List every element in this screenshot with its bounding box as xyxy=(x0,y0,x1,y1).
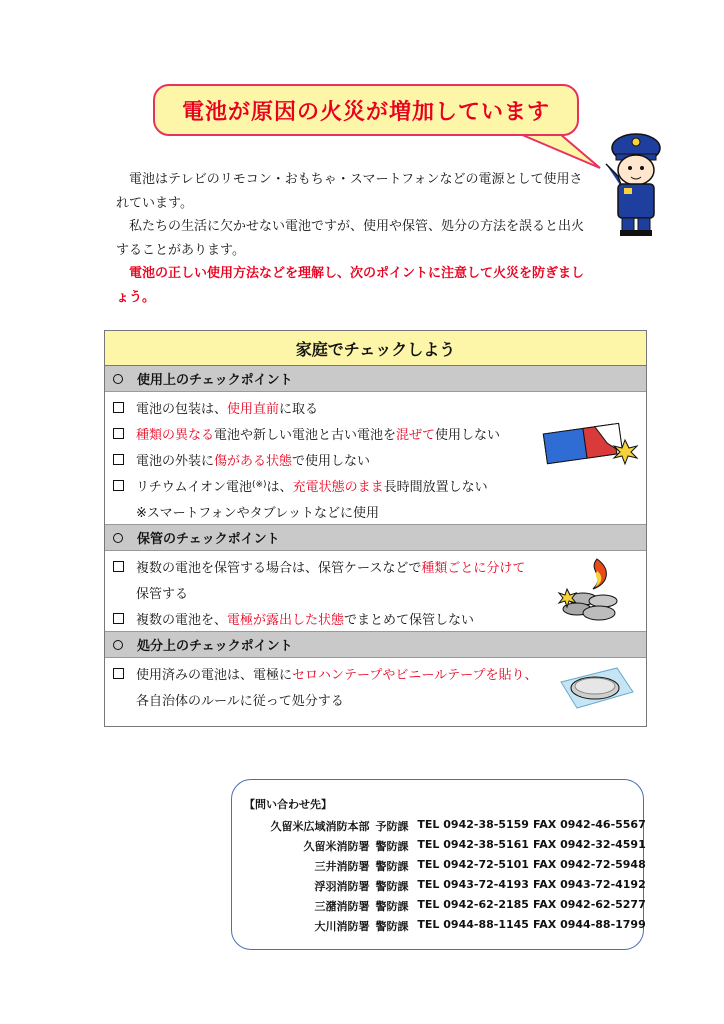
section-use-heading xyxy=(105,366,646,392)
section-use-title: 使用上のチェックポイント xyxy=(137,373,293,388)
check-item xyxy=(105,472,646,498)
contact-fax: FAX 0942-72-5948 xyxy=(533,858,646,871)
intro-paragraph-1: 電池はテレビのリモコン・おもちゃ・スマートフォンなどの電源として使用されています。 xyxy=(116,172,583,211)
highlight: 充電状態のまま xyxy=(292,479,384,495)
text: は、 xyxy=(266,479,293,495)
checklist-heading: 家庭でチェックしよう xyxy=(105,331,646,366)
check-item-continued: 各自治体のルールに従って処分する xyxy=(136,693,344,709)
contact-org: 大川消防署 xyxy=(314,920,370,933)
highlight: 混ぜて xyxy=(396,427,436,443)
contact-row xyxy=(232,918,646,936)
section-dispose-title: 処分上のチェックポイント xyxy=(137,639,293,654)
contact-row xyxy=(232,858,646,876)
note-text: ※スマートフォンやタブレットなどに使用 xyxy=(136,505,379,521)
contact-dept: 警防課 xyxy=(375,840,409,853)
text: 電池の包装は、 xyxy=(136,401,228,417)
title-bubble xyxy=(153,84,579,136)
contact-fax: FAX 0943-72-4192 xyxy=(533,878,646,891)
intro-paragraph-3: 電池の正しい使用方法などを理解し、次のポイントに注意して火災を防ぎましょう。 xyxy=(116,266,585,305)
text: 複数の電池を保管する場合は、保管ケースなどで xyxy=(136,560,422,576)
damaged-battery-icon xyxy=(537,416,643,470)
contact-fax: FAX 0942-62-5277 xyxy=(533,898,646,911)
highlight: 種類の異なる xyxy=(136,427,215,443)
contact-dept: 警防課 xyxy=(375,900,409,913)
contact-row xyxy=(232,818,646,836)
checkbox-icon xyxy=(113,613,124,624)
contact-fax: FAX 0942-32-4591 xyxy=(533,838,646,851)
page-title: 電池が原因の火災が増加しています xyxy=(181,99,550,125)
section-store-heading xyxy=(105,524,646,551)
note-mark: (※) xyxy=(251,480,267,490)
checkbox-icon xyxy=(113,668,124,679)
contact-box xyxy=(231,779,644,950)
highlight: 電極が露出した状態 xyxy=(227,612,345,628)
checkbox-icon xyxy=(113,454,124,465)
text: 長時間放置しない xyxy=(383,479,488,495)
contact-dept: 警防課 xyxy=(375,880,409,893)
checkbox-icon xyxy=(113,480,124,491)
highlight: 使用直前 xyxy=(227,401,280,417)
highlight: 種類ごとに分けて xyxy=(421,560,526,576)
contact-row xyxy=(232,838,646,856)
checklist-box xyxy=(104,330,647,727)
text: 電池や新しい電池と古い電池を xyxy=(214,427,397,443)
contact-tel: TEL 0942-62-2185 xyxy=(417,898,529,911)
contact-org: 浮羽消防署 xyxy=(314,880,370,893)
contact-row xyxy=(232,898,646,916)
text: 使用しない xyxy=(435,427,501,443)
contact-org: 久留米広域消防本部 xyxy=(270,820,370,833)
section-dispose-heading xyxy=(105,631,646,658)
highlight: 傷がある状態 xyxy=(214,453,293,469)
checkbox-icon xyxy=(113,402,124,413)
circle-bullet-icon xyxy=(113,640,123,650)
checkbox-icon xyxy=(113,561,124,572)
contact-fax: FAX 0944-88-1799 xyxy=(533,918,646,931)
contact-row xyxy=(232,878,646,896)
taped-battery-icon xyxy=(557,662,635,712)
intro-paragraph-2: 私たちの生活に欠かせない電池ですが、使用や保管、処分の方法を誤ると出火することがあります。 xyxy=(116,219,585,258)
contact-tel: TEL 0942-38-5159 xyxy=(417,818,529,831)
text: に取る xyxy=(279,401,319,417)
section-store-title: 保管のチェックポイント xyxy=(137,532,280,547)
text: リチウムイオン電池 xyxy=(136,479,252,495)
text: でまとめて保管しない xyxy=(344,612,475,628)
text: 電池の外装に xyxy=(136,453,215,469)
contact-org: 久留米消防署 xyxy=(303,840,370,853)
text: で使用しない xyxy=(292,453,371,469)
check-item-continued: 保管する xyxy=(136,586,189,602)
contact-title: 【問い合わせ先】 xyxy=(244,798,332,811)
contact-tel: TEL 0943-72-4193 xyxy=(417,878,529,891)
checkbox-icon xyxy=(113,428,124,439)
contact-org: 三井消防署 xyxy=(314,860,370,873)
contact-tel: TEL 0942-72-5101 xyxy=(417,858,529,871)
text: 使用済みの電池は、電極に xyxy=(136,667,293,683)
contact-dept: 警防課 xyxy=(375,860,409,873)
contact-fax: FAX 0942-46-5567 xyxy=(533,818,646,831)
text: 複数の電池を、 xyxy=(136,612,228,628)
burning-batteries-icon xyxy=(557,555,629,625)
circle-bullet-icon xyxy=(113,374,123,384)
contact-tel: TEL 0944-88-1145 xyxy=(417,918,529,931)
highlight: セロハンテープやビニールテープを貼り、 xyxy=(292,667,538,683)
contact-tel: TEL 0942-38-5161 xyxy=(417,838,529,851)
contact-dept: 予防課 xyxy=(375,820,409,833)
circle-bullet-icon xyxy=(113,533,123,543)
contact-dept: 警防課 xyxy=(375,920,409,933)
contact-org: 三潴消防署 xyxy=(314,900,370,913)
